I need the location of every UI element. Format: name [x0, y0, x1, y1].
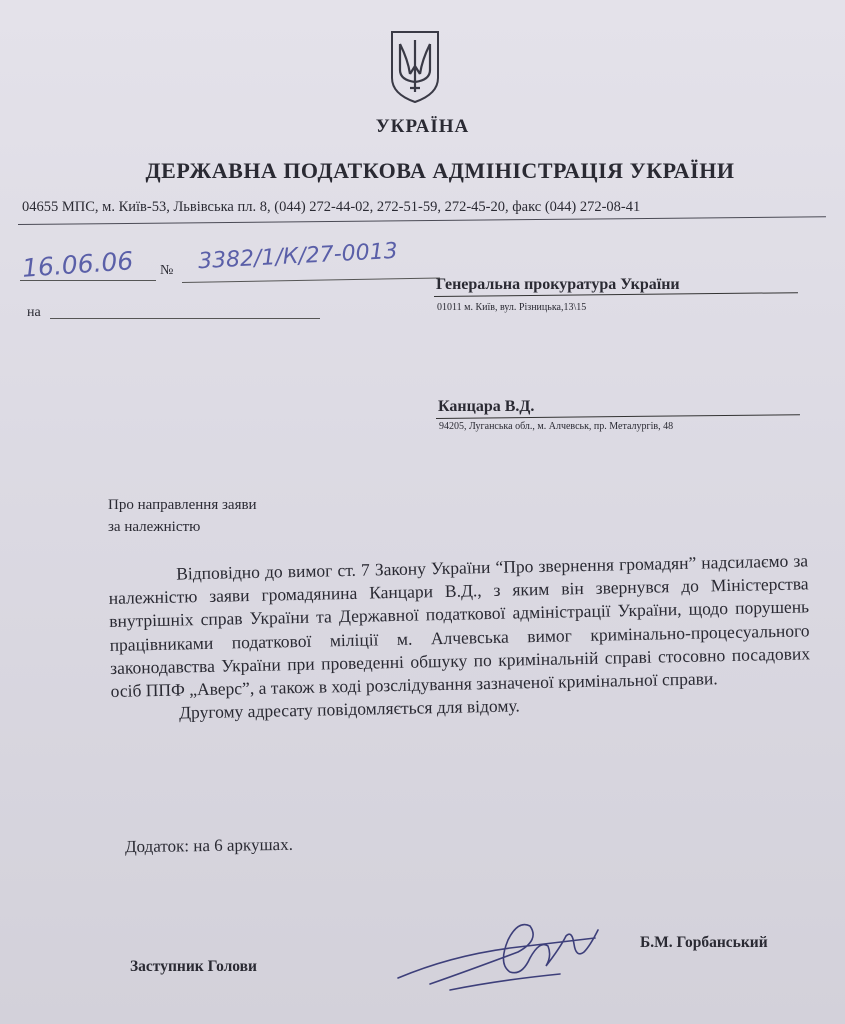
number-sign: №	[160, 263, 174, 278]
recipient-name: Канцара В.Д.	[438, 398, 535, 415]
date-underline	[20, 280, 156, 281]
subject-line: за належністю	[108, 519, 201, 535]
registration-number: 3382/1/К/27-0013	[197, 238, 399, 275]
registration-date: 16.06.06	[21, 246, 135, 283]
reference-label: на	[27, 305, 41, 320]
letter-body	[108, 549, 811, 726]
letter-subject	[108, 494, 257, 538]
body-paragraph: Другому адресату повідомляється для відому.	[178, 695, 521, 723]
signatory-name: Б.М. Горбанський	[640, 934, 768, 951]
recipient-name: Генеральна прокуратура України	[436, 276, 680, 293]
recipient-address: 01011 м. Київ, вул. Різницька,13\15	[437, 302, 587, 313]
agency-address: 04655 МПС, м. Київ-53, Львівська пл. 8, (044) 272-44-02, 272-51-59, 272-45-20, факс (044) 272-08-41	[22, 199, 641, 215]
body-paragraph: Відповідно до вимог ст. 7 Закону України “Про звернення громадян” надсилаємо за належністю заяви громадянина Канцари В.Д., з яким він звернувся до Міністерства внутрішніх справ України та Державної податкової адміністрації України, щодо порушень працівниками податкової міліції м. Алчевська вимог кримінально-процесуального законодавства України при проведенні обшуку по кримінальній справі стосовно посадових осіб ППФ „Аверс”, а також в ході розслідування зазначеної кримінальної справи.	[108, 550, 811, 701]
signatory-position: Заступник Голови	[130, 958, 257, 975]
number-underline	[182, 277, 440, 283]
header-divider	[18, 216, 826, 225]
appendix-note: Додаток: на 6 аркушах.	[124, 834, 294, 857]
country-heading: УКРАЇНА	[375, 116, 470, 137]
reference-underline	[50, 318, 320, 319]
handwritten-signature	[390, 900, 620, 1000]
trident-icon	[388, 30, 442, 104]
agency-heading: ДЕРЖАВНА ПОДАТКОВА АДМІНІСТРАЦІЯ УКРАЇНИ	[145, 158, 735, 183]
recipient-address: 94205, Луганська обл., м. Алчевськ, пр. Металургів, 48	[439, 421, 674, 432]
subject-line: Про направлення заяви	[108, 497, 257, 513]
